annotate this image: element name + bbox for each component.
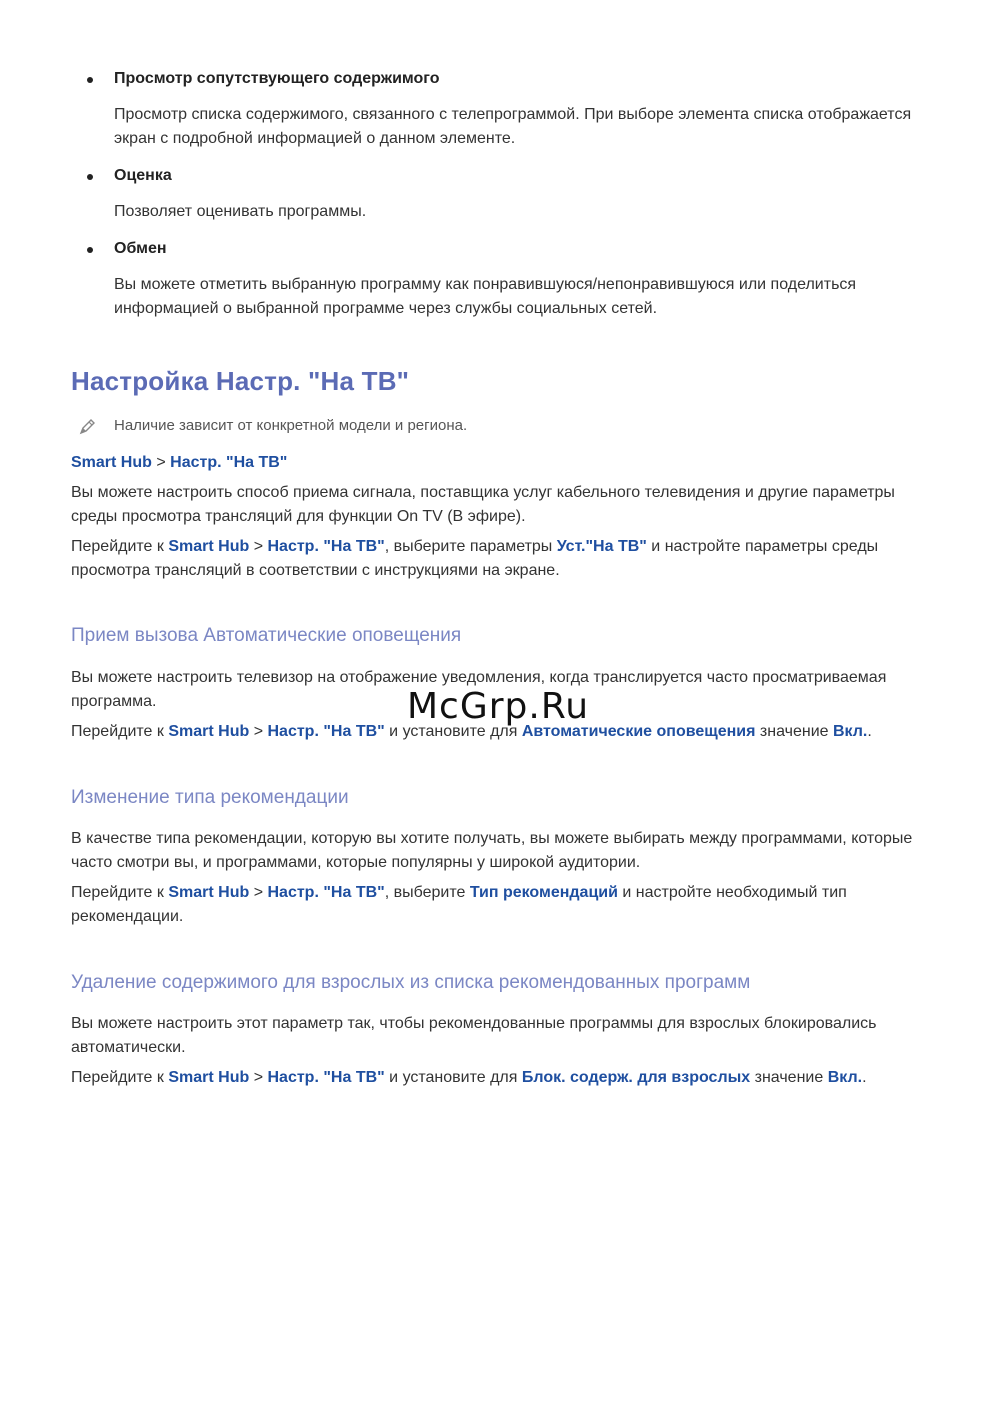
subsection-heading: Прием вызова Автоматические оповещения xyxy=(71,625,462,646)
note xyxy=(78,417,467,434)
text: > xyxy=(249,1069,268,1086)
text: > xyxy=(249,723,268,740)
text: Перейдите к xyxy=(71,723,169,740)
pencil-icon xyxy=(78,417,98,437)
link-recommendation-type[interactable]: Тип рекомендаций xyxy=(469,884,618,901)
subsection-paragraph: В качестве типа рекомендации, которую вы хотите получать, вы можете выбирать между программами, которые часто смотри вы, и программами, которые популярны у широкой аудитории. xyxy=(71,830,913,871)
text: и настройте параметры среды просмотра трансляций в соответствии с инструкциями на экране. xyxy=(71,538,879,579)
breadcrumb-on-tv-settings[interactable]: Настр. "На ТВ" xyxy=(170,454,288,471)
section-paragraph: Вы можете настроить способ приема сигнала, поставщика услуг кабельного телевидения и другие параметры среды просмотра трансляций для функции On TV (В эфире). xyxy=(71,484,895,525)
link-smart-hub[interactable]: Smart Hub xyxy=(168,1069,250,1086)
subsection-heading: Удаление содержимого для взрослых из списка рекомендованных программ xyxy=(71,972,751,993)
link-on-tv-settings[interactable]: Настр. "На ТВ" xyxy=(267,884,385,901)
link-on-value[interactable]: Вкл. xyxy=(832,723,868,740)
bullet-icon xyxy=(87,247,93,253)
link-on-value[interactable]: Вкл. xyxy=(827,1069,863,1086)
note-text: Наличие зависит от конкретной модели и региона. xyxy=(114,417,468,434)
section-instructions xyxy=(71,535,941,583)
breadcrumb-separator: > xyxy=(151,454,171,471)
text: значение xyxy=(755,723,833,740)
link-adult-content-block[interactable]: Блок. содерж. для взрослых xyxy=(521,1069,751,1086)
breadcrumb xyxy=(71,451,941,475)
subsection-instructions xyxy=(71,881,941,929)
link-on-tv-settings[interactable]: Настр. "На ТВ" xyxy=(267,538,385,555)
subsection-paragraph: Вы можете настроить этот параметр так, чтобы рекомендованные программы для взрослых блокировались автоматически. xyxy=(71,1015,877,1056)
bullet-text: Позволяет оценивать программы. xyxy=(114,203,367,220)
text: , выберите xyxy=(384,884,470,901)
bullet-icon xyxy=(87,77,93,83)
link-on-tv-settings[interactable]: Настр. "На ТВ" xyxy=(267,723,385,740)
subsection-instructions xyxy=(71,1066,941,1090)
bullet-icon xyxy=(87,174,93,180)
text: > xyxy=(249,884,268,901)
text: значение xyxy=(750,1069,828,1086)
link-smart-hub[interactable]: Smart Hub xyxy=(168,884,250,901)
link-on-tv-setup[interactable]: Уст."На ТВ" xyxy=(556,538,647,555)
bullet-title: Просмотр сопутствующего содержимого xyxy=(114,70,440,87)
subsection-heading: Изменение типа рекомендации xyxy=(71,787,349,808)
text: . xyxy=(862,1069,867,1086)
text: Перейдите к xyxy=(71,884,169,901)
text: , выберите параметры xyxy=(384,538,557,555)
text: . xyxy=(867,723,872,740)
subsection-paragraph: Вы можете настроить телевизор на отображение уведомления, когда транслируется часто просматриваемая программа. xyxy=(71,669,887,710)
bullet-item xyxy=(87,70,440,88)
breadcrumb-smart-hub[interactable]: Smart Hub xyxy=(71,454,152,471)
text: Перейдите к xyxy=(71,1069,169,1086)
text: и настройте необходимый тип рекомендации. xyxy=(71,884,847,925)
watermark: McGrp.Ru xyxy=(407,686,590,727)
bullet-item xyxy=(87,167,172,185)
link-smart-hub[interactable]: Smart Hub xyxy=(168,723,250,740)
bullet-item xyxy=(87,240,167,258)
bullet-title: Оценка xyxy=(114,167,172,184)
section-heading: Настройка Настр. "На ТВ" xyxy=(71,366,410,396)
link-smart-hub[interactable]: Smart Hub xyxy=(168,538,250,555)
text: > xyxy=(249,538,268,555)
link-on-tv-settings[interactable]: Настр. "На ТВ" xyxy=(267,1069,385,1086)
text: и установите для xyxy=(384,723,522,740)
bullet-text: Просмотр списка содержимого, связанного с телепрограммой. При выборе элемента списка отображается экран с подробной информацией о данном элементе. xyxy=(114,106,912,147)
bullet-title: Обмен xyxy=(114,240,167,257)
text: и установите для xyxy=(384,1069,522,1086)
link-auto-notifications[interactable]: Автоматические оповещения xyxy=(521,723,756,740)
text: Перейдите к xyxy=(71,538,169,555)
bullet-text: Вы можете отметить выбранную программу как понравившуюся/непонравившуюся или поделиться информацией о выбранной программе через службы социальных сетей. xyxy=(114,276,857,317)
